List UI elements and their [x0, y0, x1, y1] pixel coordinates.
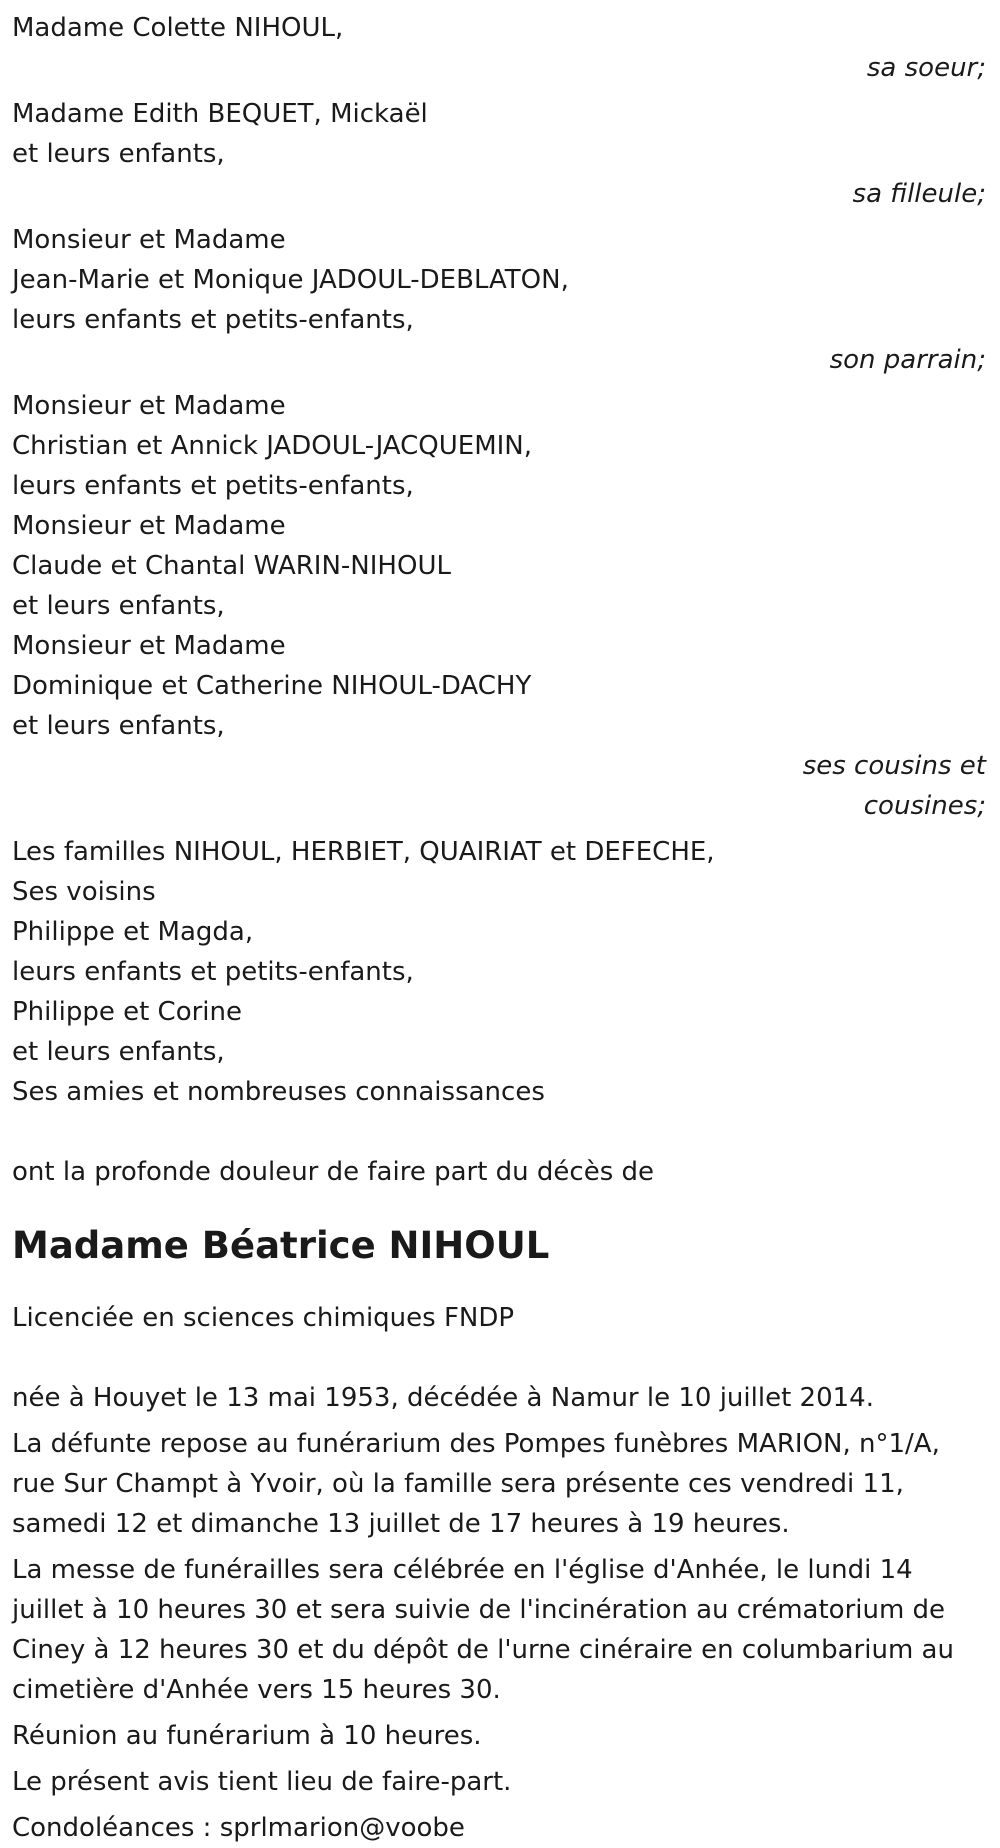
birth-death-dates: née à Houyet le 13 mai 1953, décédée à Namur le 10 juillet 2014. [12, 1383, 874, 1413]
mass-line: Ciney à 12 heures 30 et du dépôt de l'urne cinéraire en columbarium au [12, 1635, 954, 1665]
faire-part-notice: Le présent avis tient lieu de faire-part. [12, 1767, 512, 1797]
mourner-line: leurs enfants et petits-enfants, [12, 957, 414, 987]
family-group-sister [12, 8, 988, 88]
family-line: Claude et Chantal WARIN-NIHOUL [12, 551, 451, 581]
relation-label: ses cousins et [802, 751, 986, 781]
family-line: Monsieur et Madame [12, 391, 286, 421]
repose-paragraph [12, 1424, 988, 1544]
family-line: et leurs enfants, [12, 139, 225, 169]
family-line: Dominique et Catherine NIHOUL-DACHY [12, 671, 532, 701]
repose-line: rue Sur Champt à Yvoir, où la famille sera présente ces vendredi 11, [12, 1469, 904, 1499]
condolences-contact: Condoléances : sprlmarion@voobe [12, 1813, 465, 1843]
family-line: Madame Colette NIHOUL, [12, 13, 344, 43]
family-line: Jean-Marie et Monique JADOUL-DEBLATON, [12, 265, 569, 295]
relation-label: son parrain; [829, 345, 986, 375]
announcement: ont la profonde douleur de faire part du décès de [12, 1157, 655, 1187]
family-line: Christian et Annick JADOUL-JACQUEMIN, [12, 431, 533, 461]
repose-line: La défunte repose au funérarium des Pompes funèbres MARION, n°1/A, [12, 1429, 940, 1459]
mass-line: cimetière d'Anhée vers 15 heures 30. [12, 1675, 501, 1705]
relation-label: sa soeur; [866, 53, 986, 83]
mourner-line: Les familles NIHOUL, HERBIET, QUAIRIAT et DEFECHE, [12, 837, 715, 867]
mass-line: La messe de funérailles sera célébrée en l'église d'Anhée, le lundi 14 [12, 1555, 913, 1585]
mass-line: juillet à 10 heures 30 et sera suivie de l'incinération au crématorium de [12, 1595, 946, 1625]
relation-label: cousines; [863, 791, 986, 821]
family-line: Monsieur et Madame [12, 631, 286, 661]
family-line: Madame Edith BEQUET, Mickaël [12, 99, 428, 129]
mourner-line: Ses voisins [12, 877, 156, 907]
family-group-goddaughter [12, 94, 988, 214]
mourner-line: Philippe et Magda, [12, 917, 254, 947]
family-line: et leurs enfants, [12, 711, 225, 741]
reunion-notice: Réunion au funérarium à 10 heures. [12, 1721, 482, 1751]
obituary-document [0, 8, 1000, 1848]
family-line: et leurs enfants, [12, 591, 225, 621]
family-line: leurs enfants et petits-enfants, [12, 471, 414, 501]
family-line: leurs enfants et petits-enfants, [12, 305, 414, 335]
family-line: Monsieur et Madame [12, 511, 286, 541]
family-group-cousins [12, 386, 988, 826]
mourner-line: et leurs enfants, [12, 1037, 225, 1067]
family-line: Monsieur et Madame [12, 225, 286, 255]
deceased-name: Madame Béatrice NIHOUL [12, 1224, 550, 1267]
repose-line: samedi 12 et dimanche 13 juillet de 17 heures à 19 heures. [12, 1509, 790, 1539]
mourner-line: Ses amies et nombreuses connaissances [12, 1077, 545, 1107]
mourner-line: Philippe et Corine [12, 997, 243, 1027]
mass-paragraph [12, 1550, 988, 1710]
other-mourners [12, 832, 988, 1112]
family-group-godfather [12, 220, 988, 380]
qualification: Licenciée en sciences chimiques FNDP [12, 1303, 515, 1333]
relation-label: sa filleule; [852, 179, 986, 209]
